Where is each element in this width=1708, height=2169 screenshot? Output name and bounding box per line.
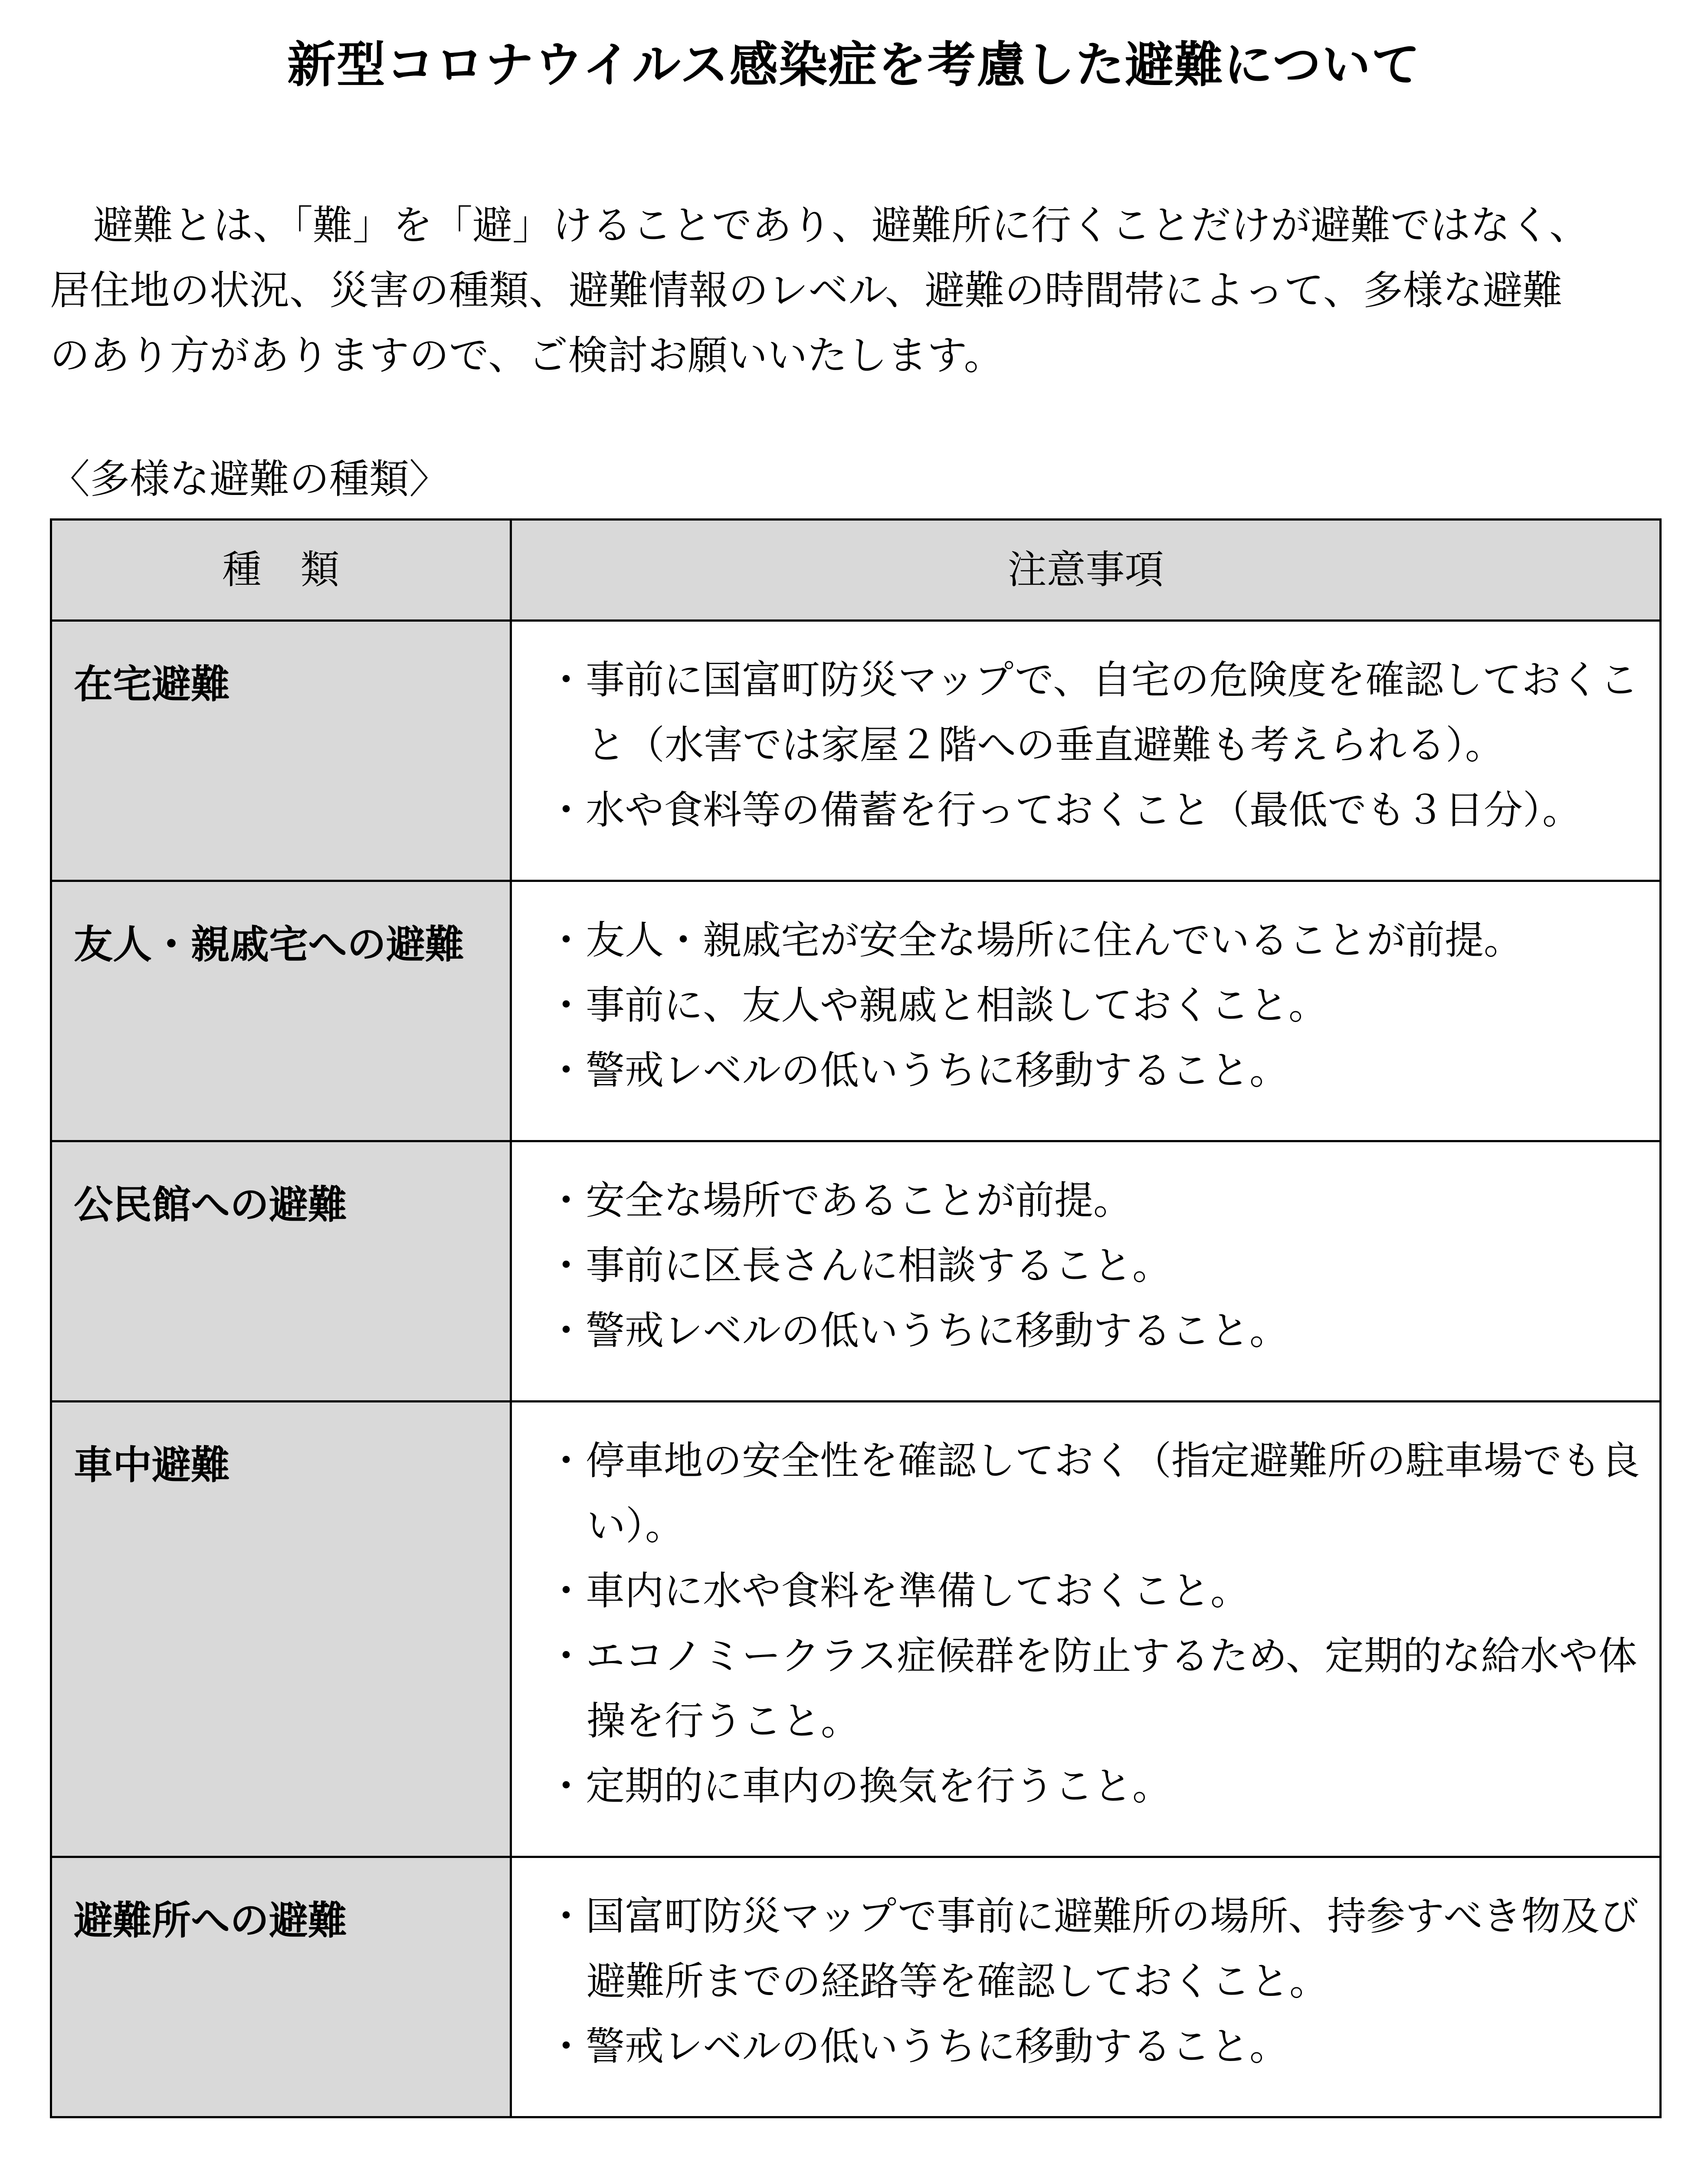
notes-cell [511, 1402, 1661, 1857]
notes-cell [511, 881, 1661, 1141]
section-heading: 〈多様な避難の種類〉 [50, 456, 449, 502]
note-item: ・警戒レベルの低いうちに移動すること。 [547, 1308, 1288, 1353]
note-item: ・エコノミークラス症候群を防止するため、定期的な給水や体操を行うこと。 [547, 1633, 1637, 1744]
table-header-row [51, 520, 1661, 621]
page-title: 新型コロナウイルス感染症を考慮した避難について [287, 37, 1421, 93]
note-item: ・警戒レベルの低いうちに移動すること。 [547, 2024, 1288, 2069]
notes-cell [511, 1141, 1661, 1402]
intro-line: のあり方がありますので、ご検討お願いいたします。 [50, 332, 1004, 379]
table-row [51, 1402, 1661, 1857]
intro-paragraph [50, 193, 1681, 388]
evacuation-type: 公民館への避難 [51, 1141, 511, 1402]
note-item: ・事前に、友人や親戚と相談しておくこと。 [547, 983, 1328, 1028]
note-item: ・定期的に車内の換気を行うこと。 [547, 1763, 1171, 1809]
column-header-type: 種 類 [51, 520, 511, 621]
evacuation-type: 在宅避難 [51, 621, 511, 881]
intro-line: 避難とは、「難」を「避」けることであり、避難所に行くことだけが避難ではなく、 [93, 202, 1590, 249]
note-item: ・停車地の安全性を確認しておく（指定避難所の駐車場でも良い）。 [547, 1438, 1640, 1549]
column-header-notes: 注意事項 [511, 520, 1661, 621]
evacuation-type: 避難所への避難 [51, 1857, 511, 2117]
evacuation-types-table [50, 518, 1662, 2118]
note-item: ・事前に区長さんに相談すること。 [547, 1243, 1171, 1288]
table-row [51, 1141, 1661, 1402]
note-item: ・事前に国富町防災マップで、自宅の危険度を確認しておくこと（水害では家屋２階への垂直避難も考えられる）。 [547, 657, 1639, 768]
table-row [51, 621, 1661, 881]
evacuation-type: 友人・親戚宅への避難 [51, 881, 511, 1141]
table-row [51, 1857, 1661, 2117]
table-row [51, 881, 1661, 1141]
note-item: ・車内に水や食料を準備しておくこと。 [547, 1568, 1249, 1614]
intro-line: 居住地の状況、災害の種類、避難情報のレベル、避難の時間帯によって、多様な避難 [50, 267, 1563, 314]
note-item: ・国富町防災マップで事前に避難所の場所、持参すべき物及び避難所までの経路等を確認しておくこと。 [547, 1894, 1639, 2004]
note-item: ・友人・親戚宅が安全な場所に住んでいることが前提。 [547, 917, 1523, 963]
notes-cell [511, 621, 1661, 881]
note-item: ・安全な場所であることが前提。 [547, 1178, 1132, 1223]
note-item: ・水や食料等の備蓄を行っておくこと（最低でも３日分）。 [547, 787, 1581, 833]
note-item: ・警戒レベルの低いうちに移動すること。 [547, 1048, 1288, 1093]
notes-cell [511, 1857, 1661, 2117]
evacuation-type: 車中避難 [51, 1402, 511, 1857]
